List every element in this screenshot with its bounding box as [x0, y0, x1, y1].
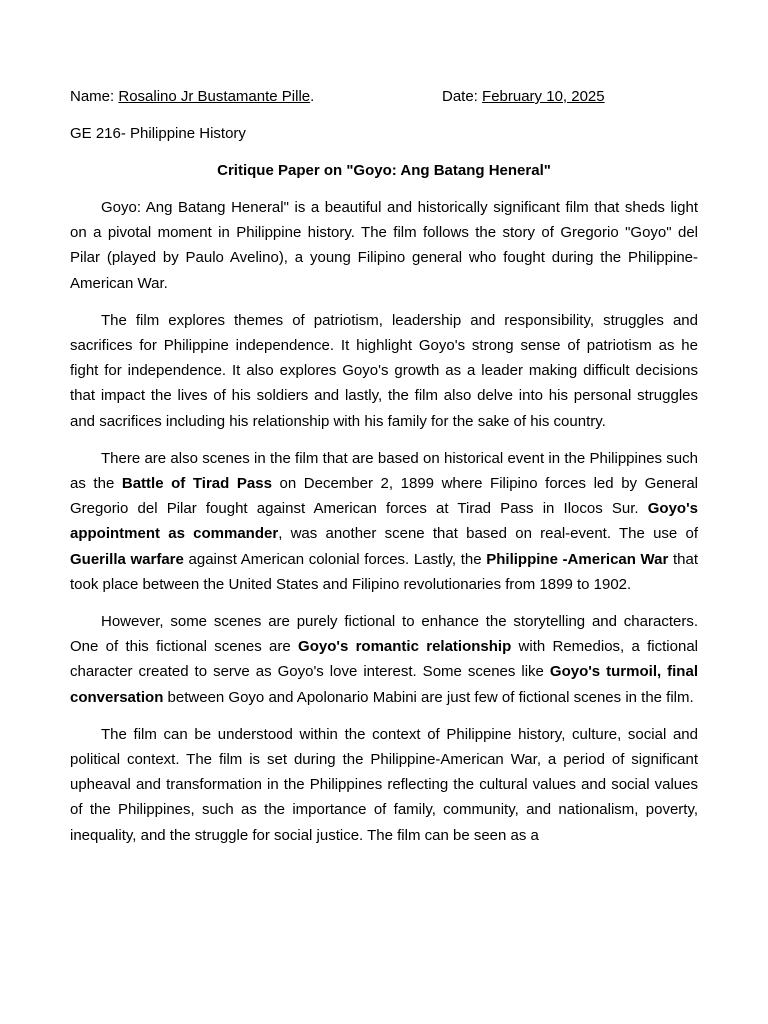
bold-run: Philippine -American War	[486, 550, 669, 568]
date-label: Date:	[442, 88, 483, 105]
name-label: Name:	[70, 88, 119, 105]
header-line	[70, 86, 698, 108]
date-field	[442, 86, 605, 108]
paper-title: Critique Paper on "Goyo: Ang Batang Heneral"	[217, 162, 551, 179]
name-value: Rosalino Jr Bustamante Pille	[118, 88, 311, 105]
bold-run: Guerilla warfare	[70, 550, 184, 568]
text-run: There are also scenes in the film that are based on historical event in the Philippines such as the	[70, 449, 698, 493]
text-run: that took place between the United States and Filipino revolutionaries from 1899 to 1902.	[70, 550, 699, 593]
text-run: on December 2, 1899 where Filipino forces led by General Gregorio del Pilar fought against American forces at Tirad Pass in Ilocos Sur.	[70, 475, 698, 518]
paragraph-fictional-scenes	[70, 609, 698, 710]
text-run: against American colonial forces. Lastly, the	[183, 550, 487, 568]
text-run: with Remedios, a fictional character created to serve as Goyo's love interest. Some scenes like	[70, 638, 698, 681]
text-run: , was another scene that based on real-event. The use of	[278, 525, 698, 543]
date-value: February 10, 2025	[482, 88, 605, 105]
name-suffix: .	[310, 88, 315, 105]
paragraph-historical-scenes	[70, 446, 698, 597]
name-field	[70, 86, 314, 108]
bold-run: Goyo's turmoil, final conversation	[70, 663, 698, 706]
document-page	[70, 86, 698, 848]
paragraph-intro: Goyo: Ang Batang Heneral" is a beautiful and historically significant film that sheds light on a pivotal moment in Philippine history. The film follows the story of Gregorio "Goyo" del Pilar (played by Paulo Avelino), a young Filipino general who fought during the Philippine-American War.	[70, 199, 698, 292]
paragraph-themes: The film explores themes of patriotism, leadership and responsibility, struggles and sacrifices for Philippine independence. It highlight Goyo's strong sense of patriotism as he fight for independence. It also explores Goyo's growth as a leader making difficult decisions that impact the lives of his soldiers and lastly, the film also delve into his personal struggles and sacrifices including his relationship with his family for the sake of his country.	[70, 311, 698, 430]
bold-run: Goyo's romantic relationship	[298, 638, 512, 656]
course-line: GE 216- Philippine History	[70, 125, 246, 142]
text-run: However, some scenes are purely fictional to enhance the storytelling and characters. One of this fictional scenes are	[70, 613, 698, 656]
bold-run: Goyo's appointment as commander	[70, 500, 698, 543]
paragraph-context: The film can be understood within the context of Philippine history, culture, social and political context. The film is set during the Philippine-American War, a period of significant upheaval and transformation in the Philippines reflecting the cultural values and social values of the Philippines, such as the importance of family, community, and nationalism, poverty, inequality, and the struggle for social justice. The film can be seen as a	[70, 725, 698, 844]
bold-run: Battle of Tirad Pass	[121, 475, 272, 493]
text-run: between Goyo and Apolonario Mabini are just few of fictional scenes in the film.	[163, 688, 694, 706]
